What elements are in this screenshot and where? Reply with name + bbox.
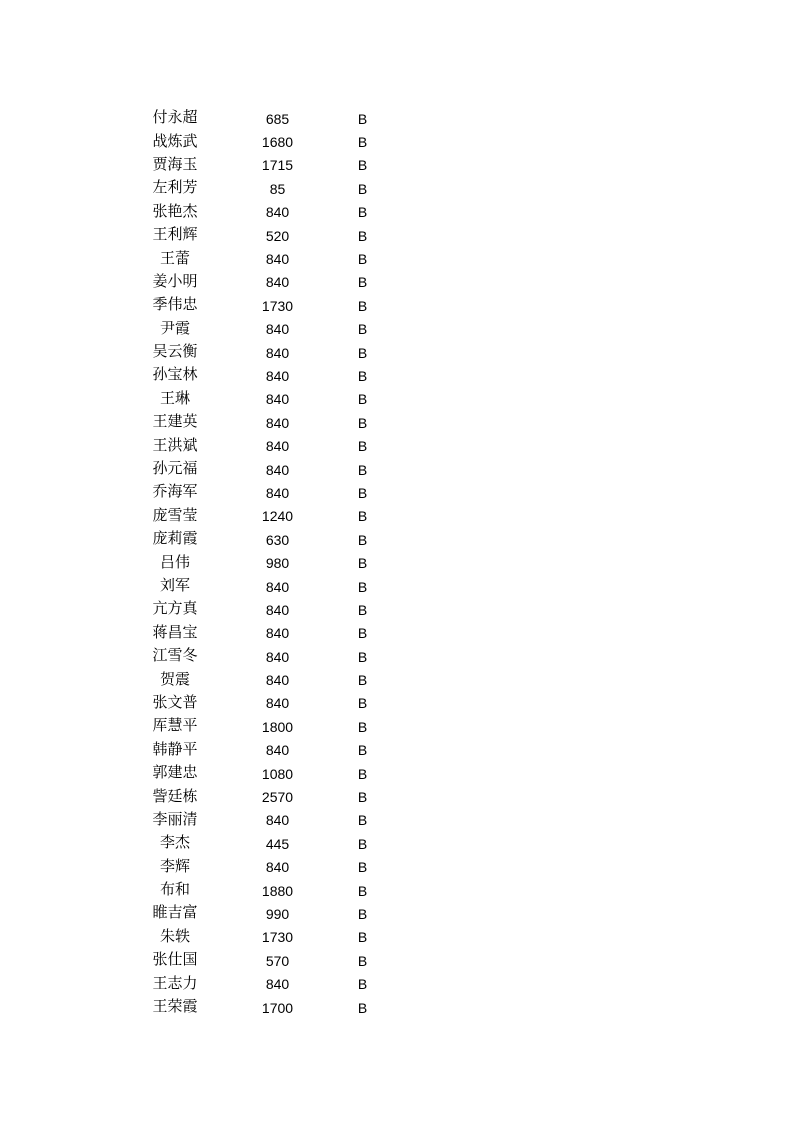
grade-cell: B: [357, 789, 368, 806]
value-cell: 1240: [261, 508, 294, 525]
value-cell: 840: [265, 625, 290, 642]
table-row: [115, 177, 405, 200]
grade-cell: B: [357, 555, 368, 572]
name-cell: 庞雪莹: [152, 507, 198, 524]
value-cell: 685: [265, 110, 290, 127]
grade-cell: B: [357, 321, 368, 338]
table-row: [115, 341, 405, 364]
name-cell: 王建英: [152, 414, 198, 431]
table-row: [115, 996, 405, 1019]
table-row: [115, 224, 405, 247]
name-cell: 蒋昌宝: [152, 624, 198, 641]
value-cell: 1880: [261, 882, 294, 899]
grade-cell: B: [357, 367, 368, 384]
grade-cell: B: [357, 227, 368, 244]
table-row: [115, 411, 405, 434]
name-cell: 李杰: [159, 835, 190, 852]
name-cell: 王荣霞: [152, 999, 198, 1016]
value-cell: 85: [269, 180, 286, 197]
grade-cell: B: [357, 859, 368, 876]
value-cell: 2570: [261, 789, 294, 806]
value-cell: 840: [265, 461, 290, 478]
value-cell: 840: [265, 484, 290, 501]
name-cell: 庞莉霞: [152, 531, 198, 548]
value-cell: 840: [265, 812, 290, 829]
name-cell: 韩静平: [152, 741, 198, 758]
name-cell: 战炼武: [152, 133, 198, 150]
table-row: [115, 762, 405, 785]
table-row: [115, 715, 405, 738]
table-row: [115, 972, 405, 995]
grade-cell: B: [357, 484, 368, 501]
name-cell: 李丽清: [152, 811, 198, 828]
grade-cell: B: [357, 204, 368, 221]
value-cell: 840: [265, 344, 290, 361]
value-cell: 445: [265, 835, 290, 852]
value-cell: 1680: [261, 134, 294, 151]
name-cell: 左利芳: [152, 180, 198, 197]
table-row: [115, 645, 405, 668]
table-row: [115, 294, 405, 317]
name-cell: 孙元福: [152, 461, 198, 478]
name-cell: 王利辉: [152, 227, 198, 244]
table-row: [115, 551, 405, 574]
name-cell: 尹霞: [159, 320, 190, 337]
table-row: [115, 481, 405, 504]
name-cell: 厍慧平: [152, 718, 198, 735]
grade-cell: B: [357, 952, 368, 969]
table-row: [115, 785, 405, 808]
grade-cell: B: [357, 251, 368, 268]
name-cell: 贾海玉: [152, 156, 198, 173]
value-cell: 990: [265, 905, 290, 922]
grade-cell: B: [357, 344, 368, 361]
name-cell: 付永超: [152, 110, 198, 127]
value-cell: 840: [265, 578, 290, 595]
value-cell: 840: [265, 742, 290, 759]
grade-cell: B: [357, 180, 368, 197]
table-row: [115, 598, 405, 621]
value-cell: 840: [265, 414, 290, 431]
grade-cell: B: [357, 461, 368, 478]
grade-cell: B: [357, 274, 368, 291]
name-cell: 王志力: [152, 975, 198, 992]
grade-cell: B: [357, 742, 368, 759]
name-cell: 布和: [159, 882, 190, 899]
table-row: [115, 926, 405, 949]
table-row: [115, 505, 405, 528]
grade-cell: B: [357, 695, 368, 712]
name-cell: 孙宝林: [152, 367, 198, 384]
grade-cell: B: [357, 976, 368, 993]
table-row: [115, 692, 405, 715]
name-cell: 姜小明: [152, 273, 198, 290]
table-row: [115, 388, 405, 411]
grade-cell: B: [357, 601, 368, 618]
table-row: [115, 902, 405, 925]
table-row: [115, 201, 405, 224]
grade-cell: B: [357, 508, 368, 525]
value-cell: 840: [265, 204, 290, 221]
name-cell: 张仕国: [152, 952, 198, 969]
grade-cell: B: [357, 648, 368, 665]
name-cell: 亢方真: [152, 601, 198, 618]
table-row: [115, 832, 405, 855]
value-cell: 840: [265, 695, 290, 712]
name-cell: 张艳杰: [152, 203, 198, 220]
table-row: [115, 458, 405, 481]
value-cell: 630: [265, 531, 290, 548]
table-row: [115, 739, 405, 762]
value-cell: 980: [265, 555, 290, 572]
table-row: [115, 318, 405, 341]
value-cell: 520: [265, 227, 290, 244]
grade-cell: B: [357, 835, 368, 852]
table-row: [115, 668, 405, 691]
value-cell: 840: [265, 251, 290, 268]
value-cell: 840: [265, 672, 290, 689]
name-cell: 睢吉富: [152, 905, 198, 922]
table-row: [115, 434, 405, 457]
grade-cell: B: [357, 765, 368, 782]
name-cell: 郭建忠: [152, 765, 198, 782]
name-cell: 刘军: [159, 578, 190, 594]
grade-cell: B: [357, 134, 368, 151]
value-cell: 840: [265, 601, 290, 618]
grade-cell: B: [357, 625, 368, 642]
grade-cell: B: [357, 905, 368, 922]
value-cell: 570: [265, 952, 290, 969]
table-row: [115, 364, 405, 387]
grade-cell: B: [357, 157, 368, 174]
table-row: [115, 528, 405, 551]
name-cell: 王洪斌: [152, 437, 198, 454]
data-table: [115, 107, 405, 1019]
value-cell: 840: [265, 274, 290, 291]
name-cell: 吴云衡: [152, 344, 198, 361]
grade-cell: B: [357, 999, 368, 1016]
grade-cell: B: [357, 391, 368, 408]
value-cell: 1715: [261, 157, 294, 174]
value-cell: 840: [265, 859, 290, 876]
table-row: [115, 154, 405, 177]
value-cell: 840: [265, 367, 290, 384]
value-cell: 1080: [261, 765, 294, 782]
name-cell: 王琳: [159, 390, 190, 407]
grade-cell: B: [357, 438, 368, 455]
grade-cell: B: [357, 882, 368, 899]
name-cell: 李辉: [159, 858, 190, 875]
name-cell: 江雪冬: [152, 648, 198, 665]
grade-cell: B: [357, 414, 368, 431]
table-row: [115, 622, 405, 645]
table-row: [115, 809, 405, 832]
value-cell: 840: [265, 648, 290, 665]
table-row: [115, 247, 405, 270]
name-cell: 乔海军: [152, 484, 198, 501]
table-row: [115, 575, 405, 598]
name-cell: 贺震: [159, 671, 190, 688]
table-row: [115, 949, 405, 972]
value-cell: 1800: [261, 718, 294, 735]
name-cell: 朱轶: [159, 928, 190, 945]
value-cell: 1730: [261, 929, 294, 946]
value-cell: 1730: [261, 297, 294, 314]
grade-cell: B: [357, 110, 368, 127]
grade-cell: B: [357, 578, 368, 595]
value-cell: 840: [265, 321, 290, 338]
value-cell: 840: [265, 438, 290, 455]
value-cell: 840: [265, 391, 290, 408]
table-body: [115, 107, 405, 1019]
name-cell: 王蕾: [159, 250, 190, 267]
name-cell: 张文普: [152, 694, 198, 711]
grade-cell: B: [357, 672, 368, 689]
name-cell: 季伟忠: [152, 297, 198, 314]
grade-cell: B: [357, 812, 368, 829]
name-cell: 訾廷栋: [152, 788, 198, 805]
grade-cell: B: [357, 297, 368, 314]
table-row: [115, 130, 405, 153]
value-cell: 840: [265, 976, 290, 993]
value-cell: 1700: [261, 999, 294, 1016]
grade-cell: B: [357, 718, 368, 735]
table-row: [115, 271, 405, 294]
table-row: [115, 879, 405, 902]
table-row: [115, 107, 405, 130]
table-row: [115, 856, 405, 879]
grade-cell: B: [357, 929, 368, 946]
name-cell: 吕伟: [159, 554, 190, 571]
grade-cell: B: [357, 531, 368, 548]
